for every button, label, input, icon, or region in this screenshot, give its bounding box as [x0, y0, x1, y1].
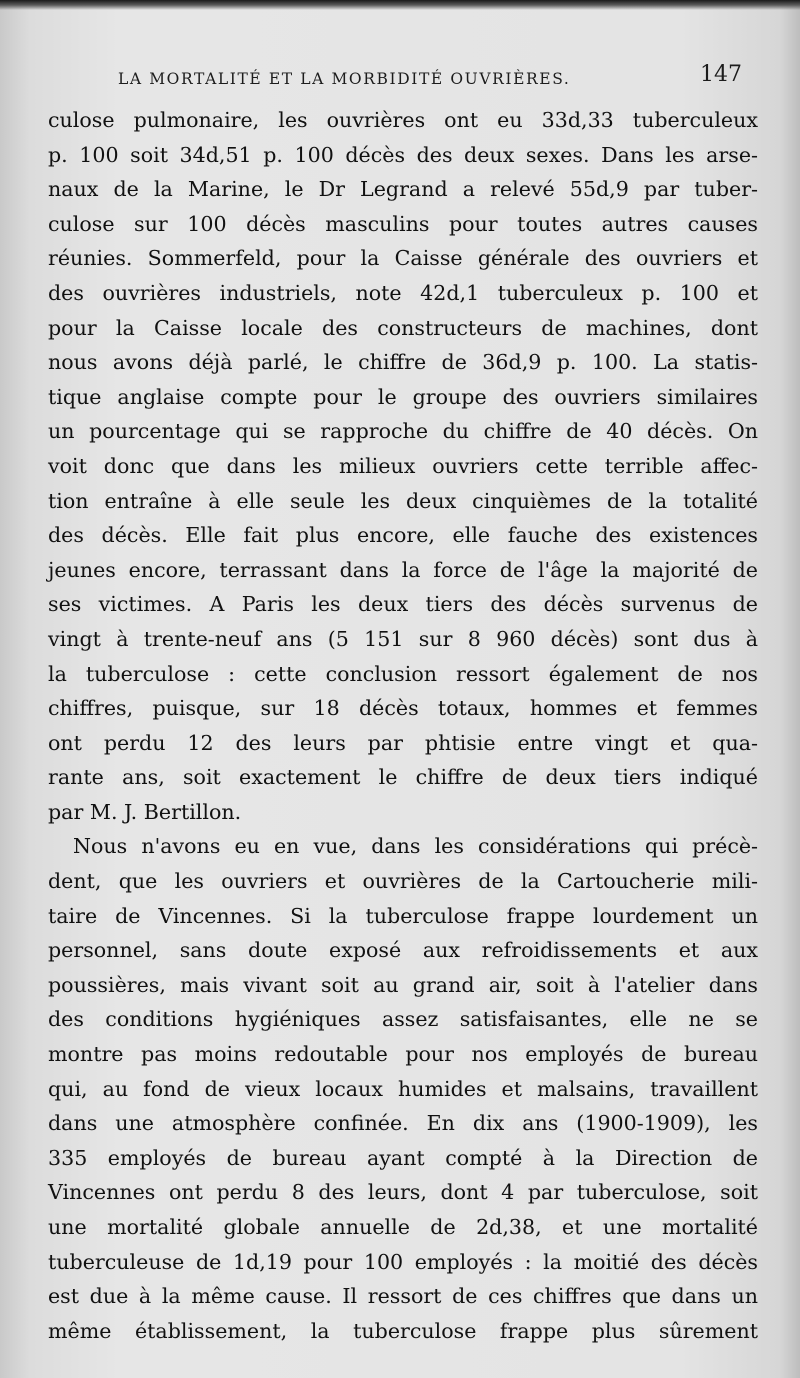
paragraph-start-line: Nous n'avons eu en vue, dans les considérations qui précè- — [73, 834, 758, 859]
text-line: des ouvrières industriels, note 42d,1 tuberculeux p. 100 et — [48, 280, 758, 305]
text-line: des décès. Elle fait plus encore, elle fauche des existences — [48, 523, 758, 548]
text-line: est due à la même cause. Il ressort de ces chiffres que dans un — [48, 1284, 758, 1309]
text-line: taire de Vincennes. Si la tuberculose frappe lourdement un — [48, 903, 758, 928]
text-line: une mortalité globale annuelle de 2d,38, et une mortalité — [48, 1215, 758, 1239]
text-line: des conditions hygiéniques assez satisfaisantes, elle ne se — [48, 1007, 758, 1032]
text-line: jeunes encore, terrassant dans la force de l'âge la majorité de — [48, 557, 758, 582]
text-line: p. 100 soit 34d,51 p. 100 décès des deux sexes. Dans les arse- — [48, 142, 758, 167]
text-line: dans une atmosphère confinée. En dix ans (1900-1909), les — [48, 1111, 758, 1136]
text-line: dent, que les ouvriers et ouvrières de la Cartoucherie mili- — [48, 869, 758, 894]
paragraph-end-line: par M. J. Bertillon. — [48, 799, 242, 824]
text-line: culose sur 100 décès masculins pour toutes autres causes — [48, 211, 758, 236]
text-line: ont perdu 12 des leurs par phtisie entre vingt et qua- — [48, 730, 758, 755]
scan-top-edge — [0, 0, 800, 10]
text-line: rante ans, soit exactement le chiffre de deux tiers indiqué — [48, 765, 758, 790]
text-line: tion entraîne à elle seule les deux cinquièmes de la totalité — [48, 488, 758, 513]
text-line: même établissement, la tuberculose frappe plus sûrement — [48, 1318, 758, 1343]
text-line: 335 employés de bureau ayant compté à la Direction de — [48, 1145, 758, 1170]
text-line: tique anglaise compte pour le groupe des ouvriers similaires — [48, 384, 758, 409]
text-line: naux de la Marine, le Dr Legrand a relevé 55d,9 par tuber- — [48, 177, 758, 202]
running-title: LA MORTALITÉ ET LA MORBIDITÉ OUVRIÈRES. — [118, 70, 571, 88]
body-text — [48, 103, 758, 1348]
text-line: qui, au fond de vieux locaux humides et malsains, travaillent — [48, 1076, 758, 1101]
text-line: personnel, sans doute exposé aux refroidissements et aux — [48, 938, 758, 963]
page-number: 147 — [700, 62, 742, 87]
text-line: voit donc que dans les milieux ouvriers cette terrible affec- — [48, 453, 758, 478]
text-line: pour la Caisse locale des constructeurs de machines, dont — [48, 315, 758, 340]
text-line: Vincennes ont perdu 8 des leurs, dont 4 par tuberculose, soit — [48, 1180, 758, 1205]
text-line: tuberculeuse de 1d,19 pour 100 employés : la moitié des décès — [48, 1249, 758, 1274]
text-line: montre pas moins redoutable pour nos employés de bureau — [48, 1042, 758, 1067]
page-header — [118, 62, 742, 92]
text-line: nous avons déjà parlé, le chiffre de 36d,9 p. 100. La statis- — [48, 350, 758, 375]
text-line: la tuberculose : cette conclusion ressort également de nos — [48, 661, 758, 686]
text-line: un pourcentage qui se rapproche du chiffre de 40 décès. On — [48, 419, 758, 444]
text-line: réunies. Sommerfeld, pour la Caisse générale des ouvriers et — [48, 246, 758, 271]
text-line: chiffres, puisque, sur 18 décès totaux, hommes et femmes — [48, 696, 758, 721]
text-line: poussières, mais vivant soit au grand air, soit à l'atelier dans — [48, 972, 758, 997]
text-line: vingt à trente-neuf ans (5 151 sur 8 960 décès) sont dus à — [48, 626, 758, 651]
text-line: ses victimes. A Paris les deux tiers des décès survenus de — [48, 592, 758, 617]
text-line: culose pulmonaire, les ouvrières ont eu 33d,33 tuberculeux — [48, 108, 758, 132]
